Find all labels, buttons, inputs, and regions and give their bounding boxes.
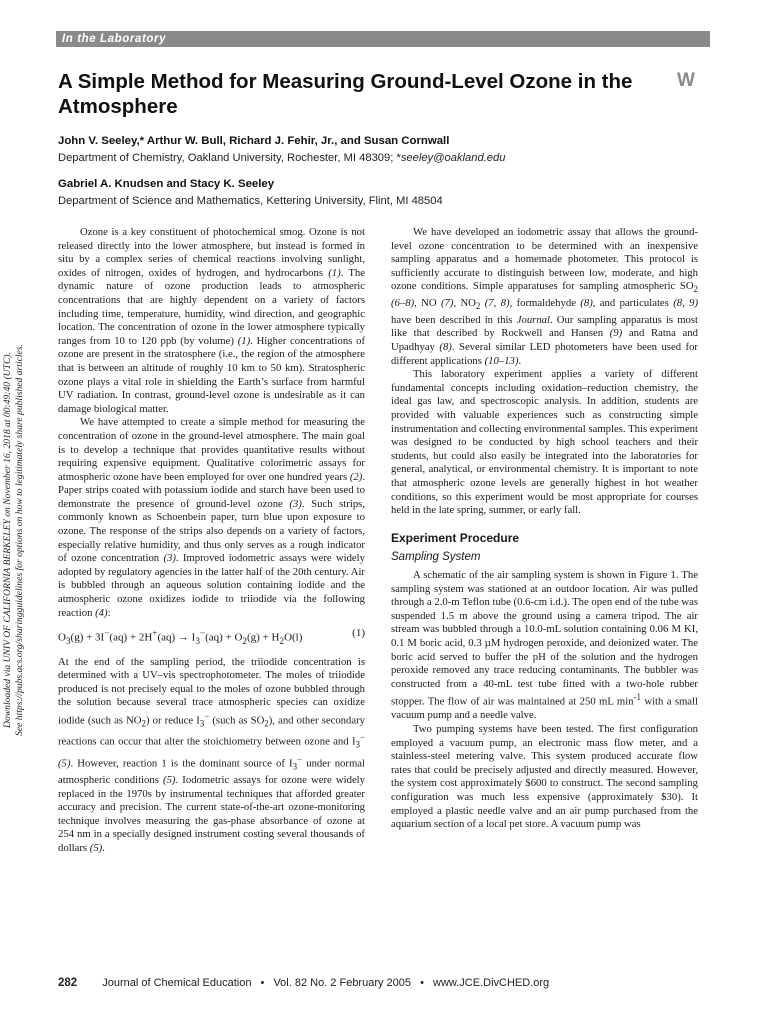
section-label: In the Laboratory	[62, 33, 167, 45]
paragraph: At the end of the sampling period, the triiodide concentration is determined with a UV–vis spectrophotometer. The moles of triiodide produced is not precisely equal to the moles of ozone bubbled through the solution because several trace atmospheric species can oxidize iodide (such as $NO_2$) or reduce $I_3^-$ (such as $SO_2$), and other secondary reactions can occur that alter the stoichiometry between ozone and $I_3^-$ (5). However, reaction 1 is the dominant source of $I_3^-$ under normal atmospheric conditions (5). Iodometric assays for ozone were widely replaced in the 1970s by instrumental techniques that afforded greater accuracy and precision. The current state-of-the-art ozone-monitoring technique involves measuring the gas-phase absorbance of ozone at 254 nm in a specially designed instrument costing several thousands of dollars (5).	[58, 655, 366, 854]
paragraph: This laboratory experiment applies a variety of different fundamental concepts including oxidation–reduction chemistry, the ideal gas law, and spectroscopic analysis. In addition, students are provided with valuable experiences such as constructing simple instrumentation and collecting environmental samples. This experiment was designed to be conducted by high school teachers and their students, but could also easily be integrated into the laboratories for general, analytical, or environmental chemistry. It is important to note that atmospheric ozone levels are generally highest in hot weather conditions, so this experiment would be most appropriate for courses held in the late spring, summer, or early fall.	[391, 368, 698, 517]
download-notice-line-2: See https://pubs.acs.org/sharingguidelines for options on how to legitimately share published articles.	[14, 344, 25, 736]
affiliation-secondary: Department of Science and Mathematics, Kettering University, Flint, MI 48504	[58, 195, 443, 207]
author-email[interactable]: seeley@oakland.edu	[400, 152, 506, 164]
paragraph: Two pumping systems have been tested. The first configuration employed a vacuum pump, an electronic mass flow meter, and a stainless-steel metering valve. This system produced accurate flow rates that could be precisely adjusted and directly measured. However, the system cost approximately $600 to construct. The second sampling configuration was much less expensive (approximately $30). It employed a plastic needle valve and an air pump purchased from the aquarium section of a local pet store. A vacuum pump was	[391, 723, 698, 831]
paragraph: A schematic of the air sampling system is shown in Figure 1. The sampling system was stationed at an outdoor location. Air was pulled through a 2.0-m Teflon tube (0.6-cm i.d.). The open end of the tube was suspended 1.5 m above the ground using a camera tripod. The air stream was bubbled through a 10.0-mL solution containing 0.06 M KI, 0.1 M boric acid, 0.3 µM hydrogen peroxide, and deionized water. The boric acid served to buffer the pH of the solution and the hydrogen peroxide removed any trace reducing contaminants. The bubbler was constructed from a 40-mL test tube fitted with a two-hole rubber stopper. The flow of air was maintained at 250 mL $\min^{-1}$ with a small vacuum pump and a needle valve.	[391, 568, 698, 722]
paragraph: We have attempted to create a simple method for measuring the concentration of ozone in the ground-level atmosphere. The main goal is to develop a technique that provides quantitative results without requiring expensive equipment. Qualitative colorimetric assays for atmospheric ozone have been employed for over one hundred years (2). Paper strips coated with potassium iodide and starch have been used to demonstrate the presence of ground-level ozone (3). Such strips, commonly known as Schoenbein paper, turn blue upon exposure to ozone. The response of the strips also depends on a variety of factors, especially relative humidity, and thus only serves as a rough indicator of ozone concentration (3). Improved iodometric assays were widely adopted by regulatory agencies in the latter half of the 20th century. Air is bubbled through an aqueous solution containing iodide and the atmospheric ozone oxidizes iodide to triiodide via the following reaction (4):	[58, 416, 365, 619]
download-notice-line-1: Downloaded via UNIV OF CALIFORNIA BERKELEY on November 16, 2018 at 00:49:40 (UTC).	[2, 352, 13, 728]
download-notice	[0, 300, 28, 780]
equation-number: (1)	[352, 627, 365, 640]
footer-separator: •	[420, 977, 424, 989]
paragraph: Ozone is a key constituent of photochemical smog. Ozone is not released directly into the lower atmosphere, but instead is formed in situ by a complex series of chemical reactions involving sunlight, oxides of nitrogen, oxides of hydrogen, and hydrocarbons (1). The dynamic nature of ozone production leads to atmospheric concentrations that are highly dependent on a variety of factors including time, temperature, humidity, wind direction, and geographic location. The concentration of ozone in the lower atmosphere typically ranges from 10 to 120 ppb (by volume) (1). Higher concentrations of ozone are present in the stratosphere (i.e., the region of the atmosphere that is between an altitude of roughly 10 km to 50 km). Stratospheric ozone plays a vital role in shielding the Earth’s surface from harmful UV radiation. In contrast, ground-level ozone is undesirable as it can damage biological matter.	[58, 226, 366, 415]
page-number: 282	[58, 977, 78, 989]
authors-secondary: Gabriel A. Knudsen and Stacy K. Seeley	[58, 178, 275, 190]
article-title: A Simple Method for Measuring Ground-Level Ozone in the Atmosphere	[58, 70, 633, 118]
authors-primary: John V. Seeley,* Arthur W. Bull, Richard J. Fehir, Jr., and Susan Cornwall	[58, 135, 450, 147]
sampling-system-heading: Sampling System	[391, 551, 481, 564]
experiment-procedure-heading: Experiment Procedure	[391, 530, 520, 545]
left-column	[58, 226, 365, 855]
footer-separator: •	[260, 977, 265, 989]
right-column	[391, 226, 698, 832]
web-icon: W	[677, 70, 693, 91]
affiliation-primary: Department of Chemistry, Oakland University, Rochester, MI 48309; *seeley@oakland.edu	[58, 152, 506, 164]
journal-name: Journal of Chemical Education	[102, 977, 252, 989]
section-header-bar	[56, 31, 710, 47]
paragraph: We have developed an iodometric assay that allows the ground-level ozone concentration to be determined with an inexpensive sampling apparatus and a homemade photometer. This protocol is sufficiently accurate to distinguish between low, moderate, and high ozone conditions. Simple apparatuses for sampling atmospheric $SO_2$ (6–8), NO (7), $NO_2$ (7, 8), formaldehyde (8), and particulates (8, 9) have been described in this Journal. Our sampling apparatus is most like that described by Rockwell and Hansen (9) and Ratna and Upadhyay (8). Several similar LED photometers have been used for different applications (10–13).	[391, 226, 699, 367]
volume-info: Vol. 82 No. 2 February 2005	[273, 977, 412, 989]
page-footer	[58, 977, 710, 989]
equation-1: $O_3(g) + 3I^-(aq) + 2H^+(aq) \to I_3^-(aq) + O_2(g) + H_2O(l)$ (1)	[58, 627, 365, 648]
journal-url[interactable]: www.JCE.DivCHED.org	[433, 977, 550, 989]
